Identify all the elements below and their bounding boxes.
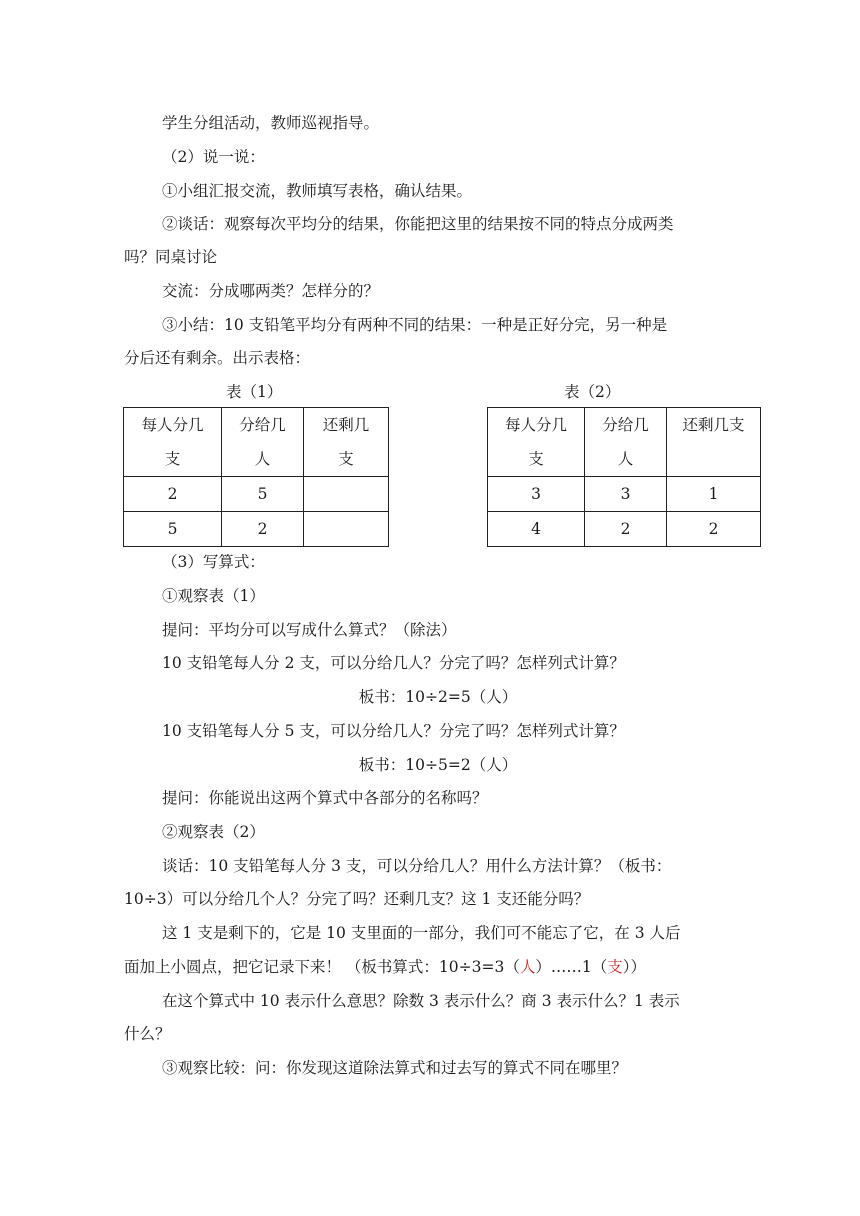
paragraph-summary-cont: 分后还有剩余。出示表格： xyxy=(124,349,311,367)
table1-cell xyxy=(304,512,389,547)
paragraph-talk-3: 谈话：10 支铅笔每人分 3 支，可以分给几人？用什么方法计算？（板书： xyxy=(162,857,672,875)
table1-caption: 表（1） xyxy=(226,383,283,401)
table2-header-cell: 每人分几 支 xyxy=(488,408,585,477)
paragraph-meaning: 在这个算式中 10 表示什么意思？除数 3 表示什么？商 3 表示什么？1 表示 xyxy=(162,992,680,1010)
table1-cell xyxy=(304,477,389,512)
board-formula-text: ）……1（ xyxy=(535,958,608,976)
table1-cell: 5 xyxy=(124,512,222,547)
table2 xyxy=(487,407,761,547)
table2-cell: 3 xyxy=(488,477,585,512)
paragraph-observe-table2: ②观察表（2） xyxy=(162,823,265,841)
paragraph-talk-cont: 吗？同桌讨论 xyxy=(124,248,218,266)
paragraph-activity: 学生分组活动，教师巡视指导。 xyxy=(162,114,380,132)
table2-cell: 2 xyxy=(585,512,667,547)
paragraph-observe-table1: ①观察表（1） xyxy=(162,587,265,605)
table2-header-cell: 还剩几支 xyxy=(667,408,761,477)
paragraph-remainder: 这 1 支是剩下的，它是 10 支里面的一部分，我们可不能忘了它，在 3 人后 xyxy=(162,924,681,942)
table2-cell: 4 xyxy=(488,512,585,547)
table1-cell: 2 xyxy=(222,512,304,547)
table1-header-cell: 还剩几 支 xyxy=(304,408,389,477)
table2-caption: 表（2） xyxy=(564,383,621,401)
table2-cell: 3 xyxy=(585,477,667,512)
paragraph-remainder-cont xyxy=(124,960,764,976)
paragraph-meaning-cont: 什么？ xyxy=(124,1025,171,1043)
board-formula-text: ）） xyxy=(622,958,647,976)
table1-header-cell: 每人分几 支 xyxy=(124,408,222,477)
section-heading-write: （3）写算式： xyxy=(162,553,265,571)
board-formula-text: 面加上小圆点，把它记录下来！ （板书算式：10÷3=3（ xyxy=(124,958,520,976)
unit-stick-highlight: 支 xyxy=(607,958,623,976)
paragraph-report: ①小组汇报交流，教师填写表格，确认结果。 xyxy=(162,182,473,200)
paragraph-question-2: 10 支铅笔每人分 2 支，可以分给几人？分完了吗？怎样列式计算？ xyxy=(162,654,625,672)
paragraph-talk-3-cont: 10÷3）可以分给几个人？分完了吗？还剩几支？这 1 支还能分吗？ xyxy=(124,890,590,908)
table2-cell: 2 xyxy=(667,512,761,547)
paragraph-exchange: 交流：分成哪两类？怎样分的？ xyxy=(162,282,380,300)
paragraph-question-5: 10 支铅笔每人分 5 支，可以分给几人？分完了吗？怎样列式计算？ xyxy=(162,722,625,740)
paragraph-question-names: 提问：你能说出这两个算式中各部分的名称吗？ xyxy=(162,789,488,807)
board-equation-1: 板书：10÷2=5（人） xyxy=(358,688,518,706)
unit-person-highlight: 人 xyxy=(519,958,536,976)
paragraph-talk: ②谈话：观察每次平均分的结果，你能把这里的结果按不同的特点分成两类 xyxy=(162,215,674,233)
table2-cell: 1 xyxy=(667,477,761,512)
paragraph-summary: ③小结：10 支铅笔平均分有两种不同的结果：一种是正好分完，另一种是 xyxy=(162,316,668,334)
paragraph-compare: ③观察比较：问：你发现这道除法算式和过去写的算式不同在哪里？ xyxy=(162,1059,628,1077)
table1-header-cell: 分给几 人 xyxy=(222,408,304,477)
section-heading-say: （2）说一说： xyxy=(162,148,265,166)
table1-cell: 2 xyxy=(124,477,222,512)
board-equation-2: 板书：10÷5=2（人） xyxy=(358,756,518,774)
paragraph-question-division: 提问：平均分可以写成什么算式？（除法） xyxy=(162,621,457,639)
table1-cell: 5 xyxy=(222,477,304,512)
table1 xyxy=(123,407,389,547)
table2-header-cell: 分给几 人 xyxy=(585,408,667,477)
